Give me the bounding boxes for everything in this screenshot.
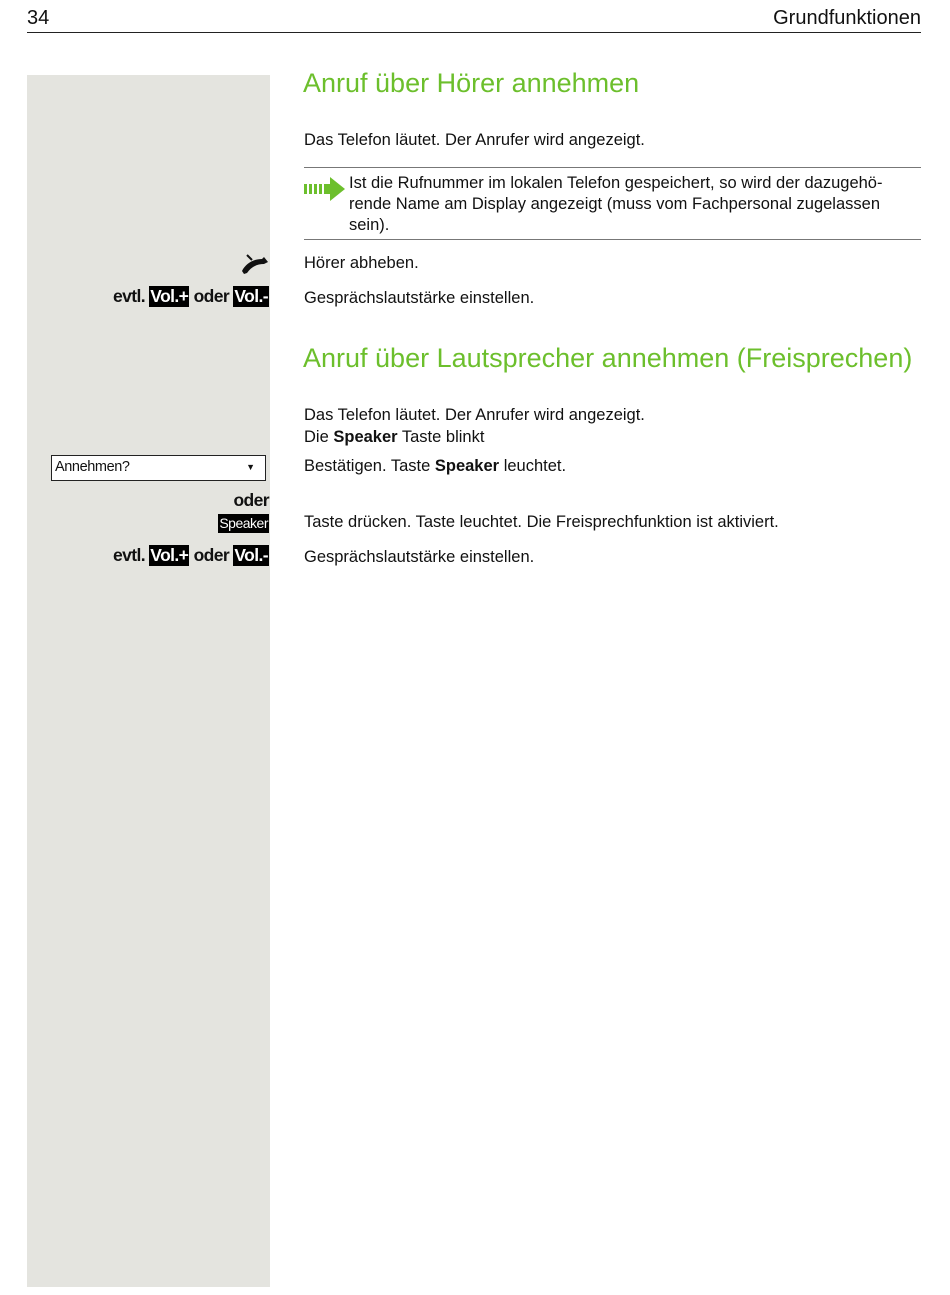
step-adjust-volume-2: Gesprächslautstärke einstellen. — [304, 548, 535, 566]
step-lift-handset: Hörer abheben. — [304, 254, 419, 272]
volume-keys-2 — [113, 545, 269, 566]
header-divider — [27, 32, 921, 33]
handset-lift-icon — [240, 253, 270, 280]
volume-or: oder — [193, 545, 230, 565]
step-confirm: Bestätigen. Taste Speaker leuchtet. — [304, 457, 567, 475]
volume-keys — [113, 286, 269, 307]
vol-plus-key[interactable]: Vol.+ — [150, 545, 189, 565]
vol-minus-key[interactable]: Vol.- — [234, 545, 268, 565]
note-line: rende Name am Display angezeigt (muss vom Fachpersonal zugelassen — [349, 195, 881, 213]
vol-minus-key[interactable]: Vol.- — [234, 286, 268, 306]
volume-prefix: evtl. — [113, 286, 146, 306]
section-title: Grundfunktionen — [773, 7, 921, 29]
intro-text-2: Das Telefon läutet. Der Anrufer wird angezeigt. — [304, 406, 645, 424]
oder-label: oder — [233, 490, 269, 510]
dropdown-arrow-icon: ▼ — [246, 462, 255, 472]
volume-prefix: evtl. — [113, 545, 146, 565]
page-number: 34 — [27, 7, 50, 29]
speaker-key[interactable]: Speaker — [219, 515, 268, 531]
note-line: Ist die Rufnummer im lokalen Telefon gespeichert, so wird der dazugehö- — [349, 174, 883, 192]
heading-speaker-answer: Anruf über Lautsprecher annehmen (Freisprechen) — [303, 343, 913, 373]
note-bottom-rule — [304, 239, 921, 240]
annehmen-select[interactable] — [51, 455, 266, 481]
note-top-rule — [304, 167, 921, 168]
speaker-key-wrap — [218, 512, 269, 533]
volume-or: oder — [193, 286, 230, 306]
note-line: sein). — [349, 216, 390, 234]
note-text — [349, 173, 924, 236]
heading-handset-answer: Anruf über Hörer annehmen — [303, 68, 640, 98]
intro-text: Das Telefon läutet. Der Anrufer wird angezeigt. — [304, 131, 645, 149]
vol-plus-key[interactable]: Vol.+ — [150, 286, 189, 306]
speaker-blink-text: Die Speaker Taste blinkt — [304, 428, 485, 446]
green-arrow-icon — [304, 176, 346, 207]
step-adjust-volume: Gesprächslautstärke einstellen. — [304, 289, 535, 307]
step-press-speaker: Taste drücken. Taste leuchtet. Die Freisprechfunktion ist aktiviert. — [304, 513, 779, 531]
left-column — [27, 75, 270, 1287]
select-value: Annehmen? — [55, 459, 130, 475]
